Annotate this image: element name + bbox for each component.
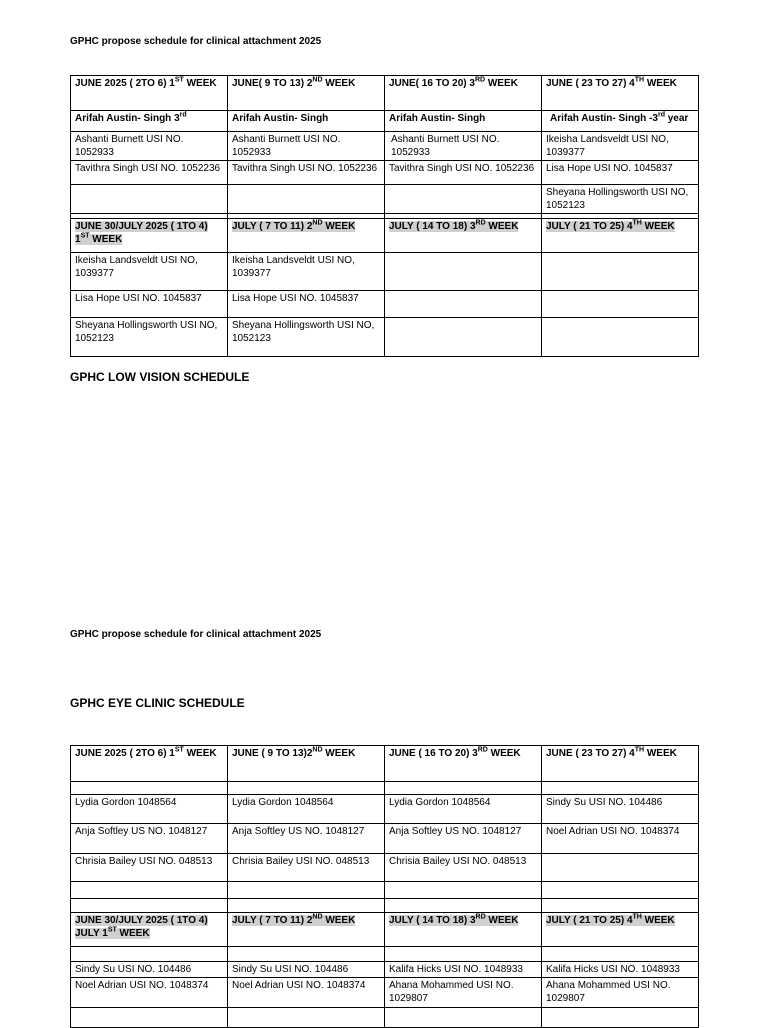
student-cell: Sheyana Hollingsworth USI NO, 1052123 [71,318,228,357]
empty-cell [385,947,542,962]
empty-cell [228,882,385,899]
empty-cell [71,899,228,913]
week-header-june-2: JUNE ( 9 TO 13)2ND WEEK [228,746,385,782]
student-cell: Ahana Mohammed USI NO. 1029807 [542,978,699,1008]
week-header-july-4: JULY ( 21 TO 25) 4TH WEEK [542,913,699,947]
student-cell: Sheyana Hollingsworth USI NO, 1052123 [542,185,699,214]
student-cell: Sindy Su USI NO. 104486 [71,962,228,978]
week-header-june-4: JUNE ( 23 TO 27) 4TH WEEK [542,76,699,111]
student-cell: Ashanti Burnett USI NO. 1052933 [228,132,385,161]
week-header-june-1: JUNE 2025 ( 2TO 6) 1ST WEEK [71,746,228,782]
low-vision-schedule-table [70,75,699,357]
empty-cell [385,318,542,357]
week-header-july-2: JULY ( 7 TO 11) 2ND WEEK [228,219,385,253]
student-cell: Chrisia Bailey USI NO. 048513 [71,854,228,882]
student-cell: Ahana Mohammed USI NO. 1029807 [385,978,542,1008]
week-header-july-4: JULY ( 21 TO 25) 4TH WEEK [542,219,699,253]
empty-cell [228,947,385,962]
week-header-july-3: JULY ( 14 TO 18) 3RD WEEK [385,219,542,253]
page-title: GPHC propose schedule for clinical attachment 2025 [70,36,322,47]
empty-cell [385,185,542,214]
student-cell: Ikeisha Landsveldt USI NO, 1039377 [228,253,385,291]
empty-cell [385,899,542,913]
student-cell: Kalifa Hicks USI NO. 1048933 [385,962,542,978]
empty-cell [542,882,699,899]
student-cell: Anja Softley US NO. 1048127 [71,824,228,854]
student-cell: Ashanti Burnett USI NO. 1052933 [71,132,228,161]
week-header-july-3: JULY ( 14 TO 18) 3RD WEEK [385,913,542,947]
supervisor-cell: Arifah Austin- Singh 3rd [71,111,228,132]
student-cell: Noel Adrian USI NO. 1048374 [542,824,699,854]
empty-cell [542,253,699,291]
supervisor-cell: Arifah Austin- Singh [228,111,385,132]
student-cell: Lisa Hope USI NO. 1045837 [228,291,385,318]
student-cell: Lydia Gordon 1048564 [71,795,228,824]
empty-cell [71,782,228,795]
student-cell: Tavithra Singh USI NO. 1052236 [71,161,228,185]
empty-cell [542,291,699,318]
student-cell: Chrisia Bailey USI NO. 048513 [385,854,542,882]
empty-cell [542,947,699,962]
student-cell: Sheyana Hollingsworth USI NO, 1052123 [228,318,385,357]
week-header-july-1: JUNE 30/JULY 2025 ( 1TO 4) JULY 1ST WEEK [71,913,228,947]
empty-cell [542,1008,699,1028]
week-header-july-2: JULY ( 7 TO 11) 2ND WEEK [228,913,385,947]
empty-cell [71,185,228,214]
week-header-june-3: JUNE( 16 TO 20) 3RD WEEK [385,76,542,111]
eye-clinic-schedule-table [70,745,699,1028]
empty-cell [542,782,699,795]
student-cell: Noel Adrian USI NO. 1048374 [228,978,385,1008]
student-cell: Lydia Gordon 1048564 [385,795,542,824]
student-cell: Lisa Hope USI NO. 1045837 [542,161,699,185]
student-cell: Anja Softley US NO. 1048127 [228,824,385,854]
supervisor-cell: Arifah Austin- Singh [385,111,542,132]
section-title-low-vision: GPHC LOW VISION SCHEDULE [70,370,250,384]
empty-cell [385,782,542,795]
empty-cell [385,253,542,291]
student-cell: Noel Adrian USI NO. 1048374 [71,978,228,1008]
empty-cell [385,1008,542,1028]
student-cell: Tavithra Singh USI NO. 1052236 [385,161,542,185]
empty-cell [385,882,542,899]
empty-cell [542,318,699,357]
week-header-june-3: JUNE ( 16 TO 20) 3RD WEEK [385,746,542,782]
student-cell: Kalifa Hicks USI NO. 1048933 [542,962,699,978]
student-cell: Sindy Su USI NO. 104486 [542,795,699,824]
empty-cell [228,782,385,795]
student-cell: Ikeisha Landsveldt USI NO, 1039377 [71,253,228,291]
empty-cell [71,947,228,962]
student-cell: Sindy Su USI NO. 104486 [228,962,385,978]
supervisor-cell: Arifah Austin- Singh -3rd year [542,111,699,132]
empty-cell [71,882,228,899]
week-header-june-1: JUNE 2025 ( 2TO 6) 1ST WEEK [71,76,228,111]
student-cell: Tavithra Singh USI NO. 1052236 [228,161,385,185]
section-title-eye-clinic: GPHC EYE CLINIC SCHEDULE [70,696,245,710]
empty-cell [228,899,385,913]
page-title: GPHC propose schedule for clinical attachment 2025 [70,629,322,640]
empty-cell [71,1008,228,1028]
student-cell: Chrisia Bailey USI NO. 048513 [228,854,385,882]
student-cell: Ashanti Burnett USI NO. 1052933 [385,132,542,161]
empty-cell [228,1008,385,1028]
student-cell: Lydia Gordon 1048564 [228,795,385,824]
student-cell: Anja Softley US NO. 1048127 [385,824,542,854]
week-header-july-1: JUNE 30/JULY 2025 ( 1TO 4) 1ST WEEK [71,219,228,253]
empty-cell [542,854,699,882]
student-cell: Ikeisha Landsveldt USI NO, 1039377 [542,132,699,161]
student-cell: Lisa Hope USI NO. 1045837 [71,291,228,318]
week-header-june-4: JUNE ( 23 TO 27) 4TH WEEK [542,746,699,782]
empty-cell [542,899,699,913]
empty-cell [228,185,385,214]
empty-cell [385,291,542,318]
week-header-june-2: JUNE( 9 TO 13) 2ND WEEK [228,76,385,111]
